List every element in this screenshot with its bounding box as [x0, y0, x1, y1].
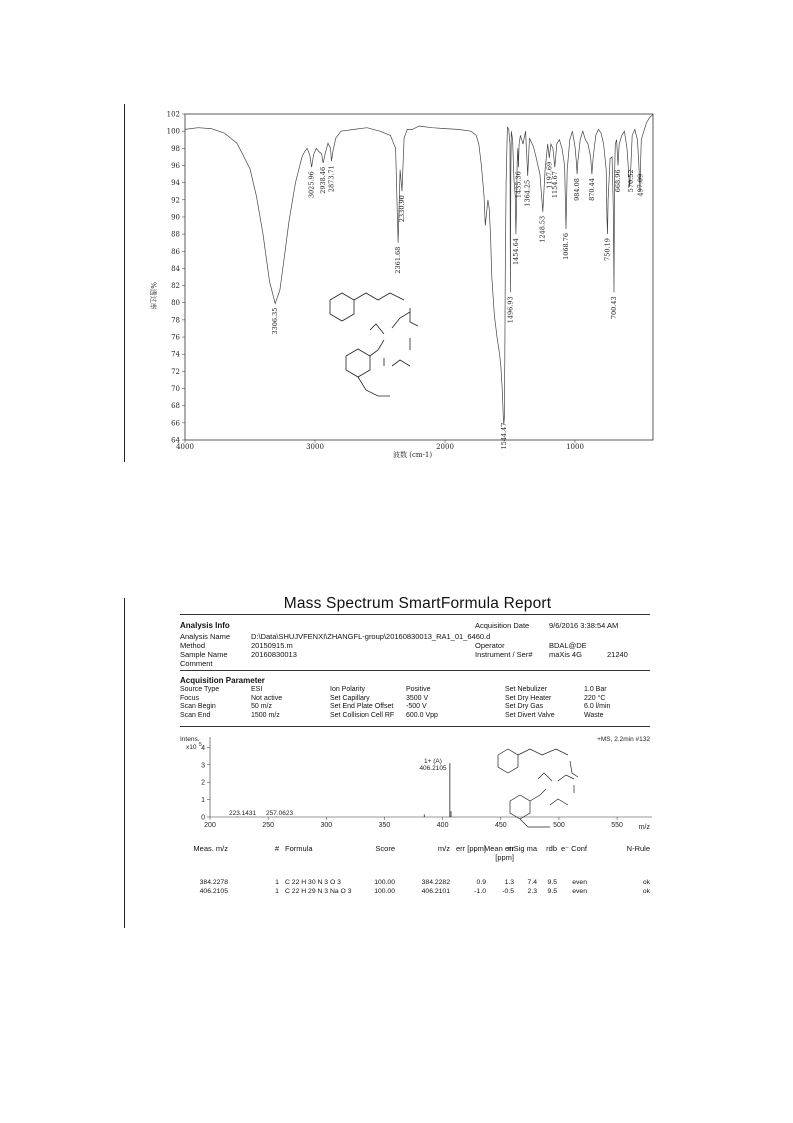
ir-y-tick-label: 96	[171, 161, 180, 170]
ir-peak-label: 2361.68	[394, 246, 402, 274]
acq-param-col2-values-2: -500 V	[406, 703, 427, 710]
acq-param-col1-values-0: ESI	[251, 686, 263, 693]
left-margin-line	[124, 104, 125, 462]
analysis-name-value: D:\Data\SHUJVFENXI\ZHANGFL-group\20160830013_RA1_01_6460.d	[251, 632, 491, 641]
table-cell: 2.3	[527, 888, 537, 895]
table-cell: 100.00	[374, 888, 395, 895]
ir-y-tick-label: 78	[171, 316, 180, 325]
table-header-cell: Meas. m/z	[193, 844, 228, 853]
ir-peak-label: 870.44	[587, 178, 596, 201]
ms-intensity-multiplier: x10	[186, 744, 197, 751]
ms-x-tick-label: 400	[436, 822, 449, 829]
molecule-structure	[498, 749, 578, 827]
method-label: Method	[180, 641, 206, 650]
table-header-cell: m/z	[437, 844, 450, 853]
molecule-structure	[330, 293, 418, 396]
ms-intensity-title: Intens.	[180, 736, 200, 743]
instrument-value: maXis 4G	[549, 650, 582, 659]
table-cell: -1.0	[474, 888, 486, 895]
table-cell: 384.2282	[421, 879, 450, 886]
acq-param-col2-labels-1: Set Capillary	[330, 694, 370, 702]
ir-x-tick-label: 3000	[306, 443, 324, 451]
acq-param-col3-values-1: 220 °C	[584, 694, 606, 702]
table-cell: 406.2105	[199, 888, 228, 895]
ir-peak-label: 570.52	[626, 169, 635, 193]
ir-spectrum-panel	[148, 110, 660, 460]
left-margin-line	[124, 598, 125, 928]
ir-x-axis-label: 波数 (cm-1)	[393, 451, 433, 459]
table-cell: 1	[275, 888, 279, 895]
table-cell: even	[572, 888, 587, 895]
table-header-cell: Score	[375, 844, 395, 853]
ir-peak-label: 984.08	[573, 178, 582, 201]
ir-y-tick-label: 80	[171, 299, 180, 308]
ir-y-tick-label: 74	[171, 350, 180, 359]
acq-param-col3-values-0: 1.0 Bar	[584, 686, 607, 693]
table-cell: 406.2101	[421, 888, 450, 895]
method-value: 20150915.m	[251, 641, 293, 650]
acq-param-col2-values-3: 600.0 Vpp	[406, 711, 438, 719]
ir-peak-label: 1068.76	[562, 233, 571, 260]
table-header-cell: #	[274, 844, 280, 853]
analysis-name-label: Analysis Name	[180, 632, 231, 641]
minor-peak-label-1: 223.1431	[229, 810, 257, 817]
acq-param-col3-values-3: Waste	[584, 711, 604, 719]
comment-label: Comment	[180, 659, 213, 668]
main-peak-mz-label: 406.2105	[419, 765, 447, 772]
ir-y-tick-label: 102	[166, 110, 180, 119]
ms-y-tick-label: 4	[201, 744, 205, 752]
ir-plot-frame	[185, 114, 653, 440]
table-header-cell: rdb	[546, 844, 557, 853]
table-cell: ok	[642, 879, 650, 886]
ir-y-tick-label: 86	[171, 247, 180, 256]
ir-peak-label: 2938.46	[319, 166, 327, 194]
instrument-label: Instrument / Ser#	[475, 650, 533, 659]
ms-x-axis-unit: m/z	[638, 824, 650, 831]
table-cell: 7.4	[527, 879, 537, 886]
minor-peak-label-2: 257.0623	[266, 810, 294, 817]
acq-param-col3-labels-0: Set Nebulizer	[505, 686, 548, 693]
acq-param-col1-labels-3: Scan End	[180, 711, 211, 719]
ir-peak-label: 1248.53	[538, 215, 547, 243]
ms-y-tick-label: 2	[201, 779, 205, 787]
ms-y-tick-label: 1	[201, 797, 205, 805]
table-cell: 100.00	[374, 879, 395, 886]
ir-y-tick-label: 100	[166, 127, 180, 136]
ir-peak-label: 1154.67	[550, 171, 559, 199]
table-cell: 9.5	[547, 879, 557, 886]
acq-param-col2-values-1: 3500 V	[406, 694, 429, 702]
ms-x-tick-label: 250	[262, 822, 275, 829]
ir-y-tick-label: 88	[171, 230, 180, 239]
table-cell: 1	[275, 879, 279, 886]
ir-y-tick-label: 68	[171, 402, 180, 411]
ir-x-tick-label: 4000	[176, 443, 194, 451]
ir-peak-label: 3025.96	[307, 171, 316, 199]
main-peak-charge-label: 1+ (A)	[424, 758, 442, 765]
table-cell: ok	[642, 888, 650, 895]
ir-y-tick-label: 70	[171, 385, 180, 394]
ir-y-tick-label: 98	[171, 144, 180, 153]
analysis-info-header: Analysis Info	[180, 621, 230, 630]
ir-peak-label: 1197.69	[545, 161, 554, 189]
ms-y-tick-label: 0	[201, 814, 205, 822]
table-header-cell: Formula	[285, 844, 313, 853]
sample-name-label: Sample Name	[180, 650, 228, 659]
ir-peak-label: 2873.71	[327, 165, 336, 193]
ir-peak-label: 2330.90	[398, 195, 406, 223]
acquisition-parameter-header: Acquisition Parameter	[180, 676, 265, 685]
ir-peak-label: 497.09	[636, 173, 645, 197]
ms-x-tick-label: 200	[204, 822, 216, 829]
ir-peak-label: 1435.36	[514, 171, 523, 199]
ms-x-tick-label: 500	[553, 822, 565, 829]
ir-peak-label: 750.19	[603, 238, 612, 261]
ms-x-tick-label: 550	[611, 822, 623, 829]
table-header-cell: N-Rule	[626, 844, 650, 853]
operator-label: Operator	[475, 641, 505, 650]
report-title: Mass Spectrum SmartFormula Report	[283, 595, 552, 612]
acq-param-col1-values-3: 1500 m/z	[251, 711, 280, 719]
ms-x-tick-label: 300	[320, 822, 333, 829]
acq-param-col3-labels-2: Set Dry Gas	[505, 703, 544, 710]
table-header-cell: mSig ma	[507, 844, 537, 853]
table-cell: 0.9	[476, 879, 486, 886]
ms-x-tick-label: 350	[378, 822, 391, 829]
ir-x-tick-label: 1000	[566, 443, 584, 451]
serial-number: 21240	[607, 650, 628, 659]
ir-peak-label: 1454.64	[511, 238, 520, 265]
table-header-cell: Mean err [ppm]	[483, 844, 514, 862]
ir-spectrum-chart	[148, 110, 660, 460]
ir-y-tick-label: 90	[171, 213, 180, 222]
table-cell: even	[572, 879, 587, 886]
section-divider	[180, 670, 650, 671]
table-cell: 384.2278	[199, 879, 228, 886]
ir-y-tick-label: 92	[171, 196, 180, 205]
acq-param-col2-labels-2: Set End Plate Offset	[330, 703, 394, 710]
section-divider	[180, 726, 650, 727]
ir-y-tick-label: 94	[171, 179, 180, 188]
acq-param-col3-labels-1: Set Dry Heater	[505, 694, 552, 702]
ir-y-tick-label: 84	[171, 264, 180, 273]
table-cell: 1.3	[504, 879, 514, 886]
table-cell: 9.5	[547, 888, 557, 895]
ir-y-tick-label: 66	[171, 419, 180, 428]
operator-value: BDAL@DE	[549, 641, 587, 650]
title-divider	[180, 614, 650, 615]
ir-y-axis-label: %透过率	[149, 282, 157, 310]
ms-x-tick-label: 450	[494, 822, 507, 829]
ir-trace-line	[185, 114, 653, 425]
ir-peak-label: 1544.47	[500, 422, 509, 450]
ir-y-tick-label: 64	[171, 436, 180, 445]
acq-param-col2-values-0: Positive	[406, 686, 431, 693]
table-header-cell: e⁻ Conf	[560, 844, 587, 853]
sample-name-value: 20160830013	[251, 650, 297, 659]
acq-param-col3-labels-3: Set Divert Valve	[505, 711, 555, 719]
ir-peak-label: 3306.35	[271, 307, 280, 335]
table-cell: C 22 H 30 N 3 O 3	[285, 879, 341, 886]
acq-param-col1-labels-1: Focus	[180, 694, 200, 702]
mass-spectrum-report	[180, 595, 655, 925]
ir-y-tick-label: 72	[171, 367, 180, 376]
acq-param-col1-labels-0: Source Type	[180, 686, 220, 693]
table-cell: -0.5	[502, 888, 514, 895]
ir-x-tick-label: 2000	[436, 443, 454, 451]
acquisition-date-label: Acquisition Date	[475, 621, 530, 630]
ir-y-tick-label: 76	[171, 333, 180, 342]
acq-param-col3-values-2: 6.0 l/min	[584, 703, 611, 710]
acq-param-col2-labels-0: Ion Polarity	[330, 686, 366, 693]
ms-intensity-exponent: 5	[199, 742, 202, 748]
acq-param-col2-labels-3: Set Collision Cell RF	[330, 711, 395, 719]
table-header-cell: err [ppm]	[455, 844, 486, 853]
ir-peak-label: 1364.25	[523, 179, 532, 207]
acq-param-col1-labels-2: Scan Begin	[180, 703, 216, 710]
ir-peak-label: 1496.93	[506, 296, 515, 324]
ir-peak-label: 668.96	[614, 169, 622, 193]
acquisition-date-value: 9/6/2016 3:38:54 AM	[549, 621, 619, 630]
ir-peak-label: 700.43	[609, 296, 618, 320]
ms-scan-info: +MS, 2.2min #132	[597, 736, 650, 743]
mass-spectrum-chart	[180, 733, 655, 831]
table-cell: C 22 H 29 N 3 Na O 3	[285, 888, 352, 895]
ms-y-tick-label: 3	[201, 762, 205, 770]
acq-param-col1-values-2: 50 m/z	[251, 703, 273, 710]
acq-param-col1-values-1: Not active	[251, 694, 283, 702]
ir-y-tick-label: 82	[171, 282, 180, 291]
